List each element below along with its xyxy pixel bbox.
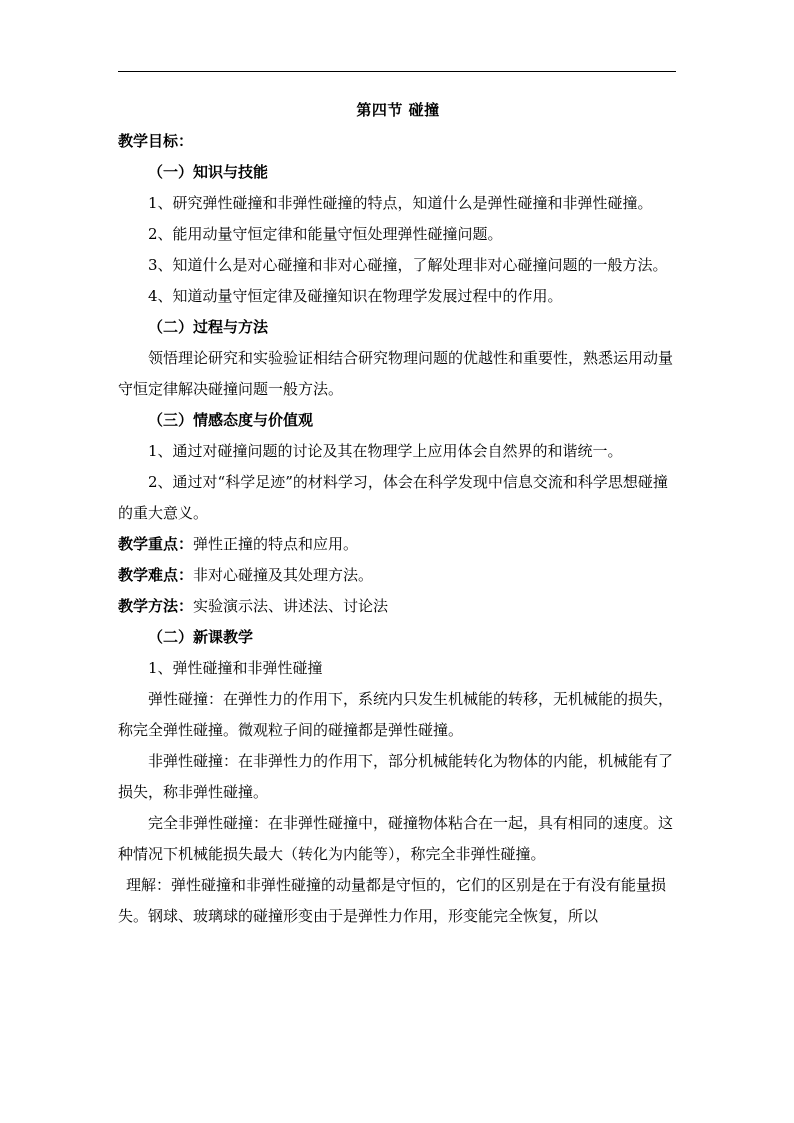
difficulty-label: 教学难点： (118, 566, 194, 584)
attitude-heading: （三）情感态度与价值观 (148, 411, 314, 429)
difficulty-text: 非对心碰撞及其处理方法。 (193, 566, 374, 584)
understanding-paragraph: 理解：弹性碰撞和非弹性碰撞的动量都是守恒的，它们的区别是在于有没有能量损失。钢球、玻璃球的碰撞形变由于是弹性力作用，形变能完全恢复，所以 (118, 876, 667, 925)
knowledge-item: 2、能用动量守恒定律和能量守恒处理弹性碰撞问题。 (148, 225, 503, 243)
lesson-paragraph: 非弹性碰撞：在非弹性力的作用下，部分机械能转化为物体的内能，机械能有了损失，称非弹性碰撞。 (118, 752, 674, 801)
method-text: 实验演示法、讲述法、讨论法 (193, 597, 389, 615)
key-point-text: 弹性正撞的特点和应用。 (193, 535, 359, 553)
difficulty (118, 560, 678, 591)
process-heading: （二）过程与方法 (148, 318, 269, 336)
knowledge-item: 4、知道动量守恒定律及碰撞知识在物理学发展过程中的作用。 (148, 287, 563, 305)
knowledge-item: 1、研究弹性碰撞和非弹性碰撞的特点，知道什么是弹性碰撞和非弹性碰撞。 (148, 194, 653, 212)
new-lesson-heading: （二）新课教学 (148, 628, 254, 646)
key-point (118, 529, 678, 560)
knowledge-item: 3、知道什么是对心碰撞和非对心碰撞，了解处理非对心碰撞问题的一般方法。 (148, 256, 668, 274)
objectives-heading: 教学目标： (118, 132, 194, 150)
lesson-paragraph: 完全非弹性碰撞：在非弹性碰撞中，碰撞物体粘合在一起，具有相同的速度。这种情况下机械能损失最大（转化为内能等），称完全非弹性碰撞。 (118, 814, 674, 863)
method-label: 教学方法： (118, 597, 194, 615)
key-point-label: 教学重点： (118, 535, 194, 553)
page-title: 第四节 碰撞 (356, 101, 440, 119)
lesson-paragraph: 弹性碰撞：在弹性力的作用下，系统内只发生机械能的转移，无机械能的损失，称完全弹性碰撞。微观粒子间的碰撞都是弹性碰撞。 (118, 690, 674, 739)
teaching-method (118, 591, 678, 622)
attitude-item: 2、通过对“科学足迹”的材料学习，体会在科学发现中信息交流和科学思想碰撞的重大意义。 (118, 473, 668, 522)
knowledge-heading: （一）知识与技能 (148, 163, 269, 181)
attitude-item: 1、通过对碰撞问题的讨论及其在物理学上应用体会自然界的和谐统一。 (148, 442, 623, 460)
document-body (118, 95, 678, 932)
header-rule (118, 71, 676, 72)
process-text: 领悟理论研究和实验验证相结合研究物理问题的优越性和重要性，熟悉运用动量守恒定律解决碰撞问题一般方法。 (118, 349, 674, 398)
new-lesson-subheading: 1、弹性碰撞和非弹性碰撞 (148, 659, 323, 677)
